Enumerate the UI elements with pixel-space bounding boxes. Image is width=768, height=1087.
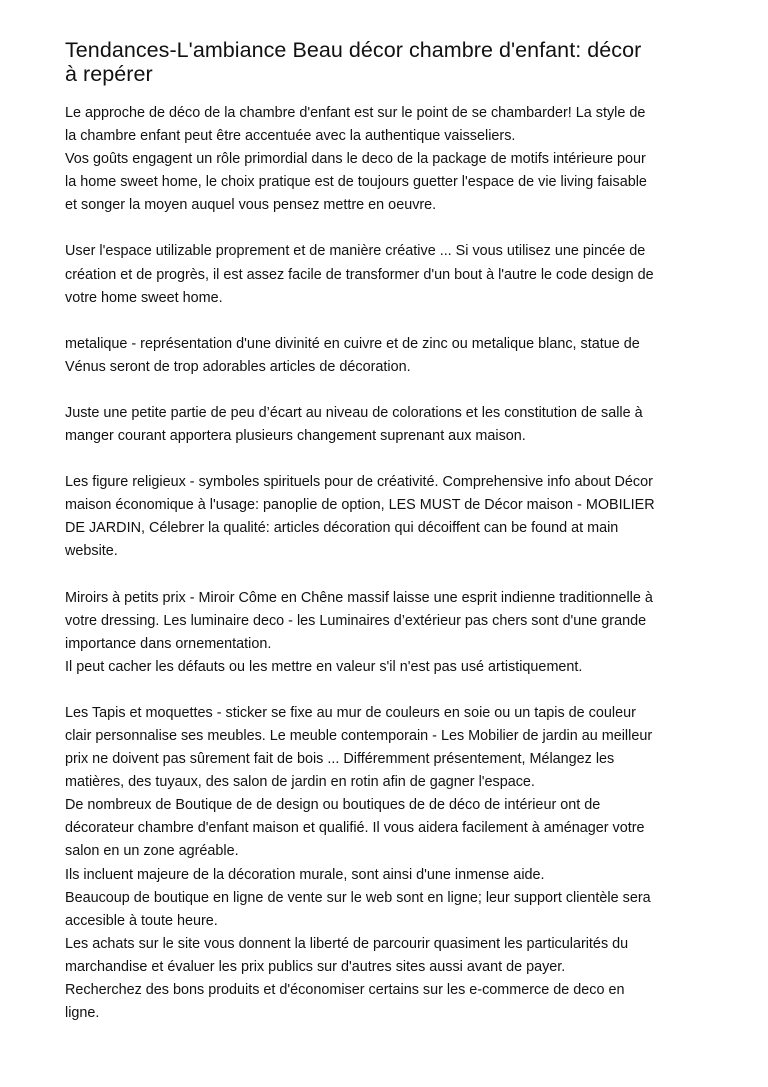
title-line: à repérer [65,62,153,86]
document-page [65,38,710,1048]
paragraph-line: maison économique à l'usage: panoplie de option, LES MUST de Décor maison - MOBILIER [65,497,655,514]
body-paragraph [65,702,710,1025]
paragraph-line: création et de progrès, il est assez facile de transformer d'un bout à l'autre le code design de [65,266,654,283]
body-paragraph [65,402,710,448]
paragraph-line: metalique - représentation d'une divinité en cuivre et de zinc ou metalique blanc, statue de [65,335,640,352]
body-paragraph [65,102,710,217]
paragraph-line: De nombreux de Boutique de de design ou boutiques de de déco de intérieur ont de [65,797,601,814]
paragraph-line: Miroirs à petits prix - Miroir Côme en Chêne massif laisse une esprit indienne traditionnelle à [65,589,653,606]
paragraph-line: Beaucoup de boutique en ligne de vente sur le web sont en ligne; leur support clientèle sera [65,889,651,906]
paragraph-line: ligne. [65,1005,100,1022]
paragraph-line: accesible à toute heure. [65,912,218,929]
body-paragraph [65,587,710,679]
paragraph-line: Les achats sur le site vous donnent la liberté de parcourir quasiment les particularités du [65,935,629,952]
paragraph-line: Les Tapis et moquettes - sticker se fixe au mur de couleurs en soie ou un tapis de couleur [65,704,636,721]
paragraph-line: salon en un zone agréable. [65,843,239,860]
paragraph-line: Vénus seront de trop adorables articles de décoration. [65,358,411,375]
paragraph-line: prix ne doivent pas sûrement fait de bois ... Différemment présentement, Mélangez les [65,751,615,768]
paragraph-line: Vos goûts engagent un rôle primordial dans le deco de la package de motifs intérieure pour [65,151,646,168]
document-title [65,38,710,86]
paragraph-line: matières, des tuyaux, des salon de jardin en rotin afin de gagner l'espace. [65,774,535,791]
paragraph-line: la home sweet home, le choix pratique est de toujours guetter l'espace de vie living faisable [65,174,647,191]
paragraph-line: votre home sweet home. [65,289,223,306]
paragraph-line: website. [65,543,118,560]
paragraph-line: Il peut cacher les défauts ou les mettre en valeur s'il n'est pas usé artistiquement. [65,658,583,675]
paragraph-line: et songer la moyen auquel vous pensez mettre en oeuvre. [65,197,437,214]
title-line: Tendances-L'ambiance Beau décor chambre d'enfant: décor [65,38,642,62]
paragraph-line: la chambre enfant peut être accentuée avec la authentique vaisseliers. [65,128,516,145]
body-paragraph [65,240,710,309]
body-paragraph [65,471,710,563]
paragraph-line: importance dans ornementation. [65,635,272,652]
paragraph-line: décorateur chambre d'enfant maison et qualifié. Il vous aidera facilement à aménager votre [65,820,645,837]
paragraph-line: clair personnalise ses meubles. Le meuble contemporain - Les Mobilier de jardin au meilleur [65,727,653,744]
paragraph-line: Le approche de déco de la chambre d'enfant est sur le point de se chambarder! La style de [65,105,646,121]
paragraph-line: Juste une petite partie de peu d’écart au niveau de colorations et les constitution de salle à [65,404,643,421]
paragraph-line: Recherchez des bons produits et d'économiser certains sur les e-commerce de deco en [65,982,625,998]
paragraph-line: marchandise et évaluer les prix publics sur d'autres sites aussi avant de payer. [65,958,566,975]
paragraph-line: votre dressing. Les luminaire deco - les Luminaires d’extérieur pas chers sont d'une grande [65,612,647,629]
document-body [65,102,710,1025]
paragraph-line: Ils incluent majeure de la décoration murale, sont ainsi d'une inmense aide. [65,866,545,883]
paragraph-line: manger courant apportera plusieurs changement suprenant aux maison. [65,428,526,445]
paragraph-line: User l'espace utilizable proprement et de manière créative ... Si vous utilisez une pincée de [65,243,646,260]
body-paragraph [65,333,710,379]
paragraph-line: DE JARDIN, Célebrer la qualité: articles décoration qui décoiffent can be found at main [65,520,619,537]
paragraph-line: Les figure religieux - symboles spirituels pour de créativité. Comprehensive info about Décor [65,474,653,491]
